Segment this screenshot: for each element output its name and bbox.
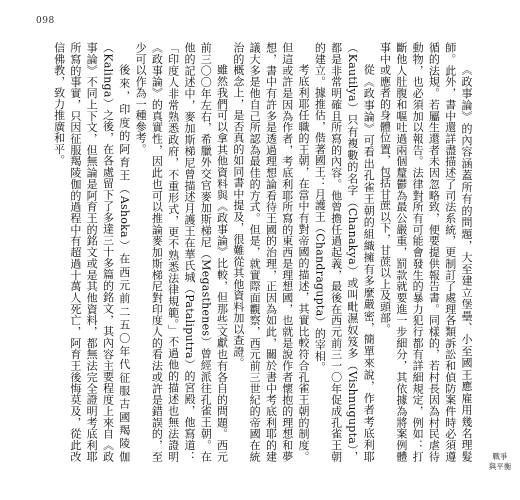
paragraph: 雖然我們可以拿其他資料與《政事論》比較，但那些文獻也有各自的問題。西元前三〇〇年左右，希臘外交官麥加斯梯尼（Megasthenes）曾經派往孔雀王朝。在他的記述中，麥加斯梯尼曾描述月護王在華氏城（Pataliputra）的宮殿，他寫道：「印度人非常熟悉政府，不重形式，更不熟悉法律規範。」不過他的描述也無法證明《政事論》的真實性，因此也可以推論麥加斯梯尼對印度人的看法或許是錯誤的，至少可以作為一種參考。 [134, 42, 229, 462]
body-text [44, 42, 474, 462]
running-head [488, 452, 512, 472]
paragraph: 從《政事論》可看出孔雀王朝的組織擁有多麼嚴密，簡單來說，作者考底利耶（Kautilya）只有複數的名字（Chanakya）或叫毗濕奴笈多（Vishnugupta），都是非常明確且所寫的內容。他曾擔任過起義，最後在西元前三一〇年促成孔雀王朝的建立。據推估，偕著國王：月護王（Chandragupta）的宰相。 [313, 42, 376, 462]
paragraph: 考底利耶任職的王朝，在當中有對帝國的描述，其實比較符合孔雀王朝的制度。但這或許是因為作者，考底利耶所寫的東西是理想國，也就是說作者懷抱的理想和夢想，書中有許多是透過理想論看待王國的治理，正因為如此，關於書中考底利耶的建議大多是他自己所認為最佳的方式。但是，就實際面觀察，西元前三世紀的帝國在統治的概念上，是否真的如同書中提及，很難從其他資料加以查證。 [231, 42, 311, 462]
running-head-line: 戰爭 [492, 452, 508, 461]
paragraph: 後來，印度的阿育王（Ashoka）在西元前二五〇年代征服古國羯陵伽（Kalinga）之後，在各處留下了多達三十多篇的銘文，其內容主要程度上來自《政事論》不同上下文，但無論是阿育王的銘文或是其他資料，都無法完全證明考底利耶所寫的事實，只因征服羯陵伽的過程中有超過十萬人死亡，阿育王後悔莫及，從此改信佛教，致力推廣和平。 [52, 42, 131, 462]
page-number: 098 [36, 16, 55, 26]
running-head-line: 與平衡 [488, 462, 512, 471]
paragraph: 《政事論》的內容涵蓋所有的問題，大至建立堡壘、小至國王應雇用幾名理髮師。此外，書中還詳盡描述了司法系統，更制訂了處理各類訴訟和偵防案件時必須遵循的法規。若屬生還者未因忽略致，便要提供報告書。同樣的，若村長因為村民虐待動物，也必須加以報告。法律對所有可能會發生的暴力犯行都有詳細規定，例如：打斷他人肚腹和嘔吐過兩個釐鬱為最公嚴重，罰款就要進一步細分，其依據為將案例體事中或應者的身體位置，包括甘蔗以下，甘蔗以上及頭部。 [378, 42, 473, 462]
